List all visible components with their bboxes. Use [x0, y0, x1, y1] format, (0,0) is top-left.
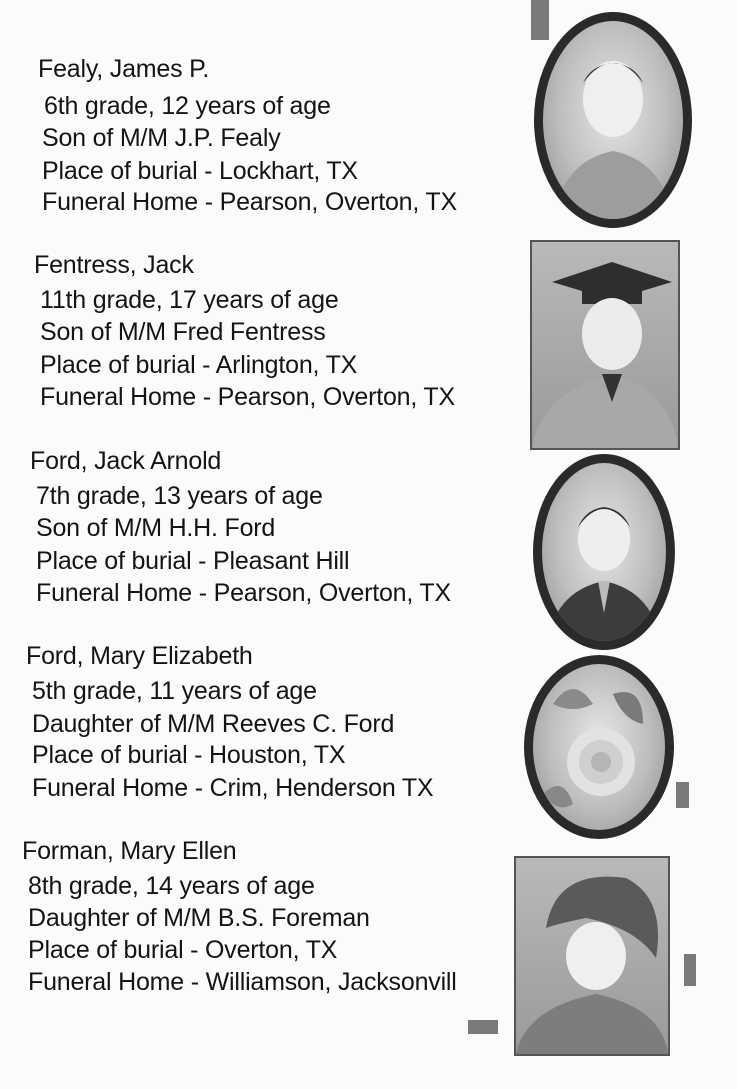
- entry-burial: Place of burial - Arlington, TX: [40, 351, 358, 379]
- entry-parents: Son of M/M Fred Fentress: [40, 318, 326, 346]
- portrait-photo: [533, 454, 675, 650]
- entry-grade-age: 11th grade, 17 years of age: [40, 286, 339, 314]
- entry-burial: Place of burial - Pleasant Hill: [36, 547, 350, 575]
- entry-burial: Place of burial - Overton, TX: [28, 936, 338, 964]
- entry-name: Ford, Jack Arnold: [30, 447, 222, 475]
- rose-image: [524, 655, 674, 839]
- entry-parents: Son of M/M J.P. Fealy: [42, 124, 281, 152]
- entry-grade-age: 5th grade, 11 years of age: [32, 677, 317, 705]
- entry-parents: Daughter of M/M B.S. Foreman: [28, 904, 370, 932]
- entry-grade-age: 7th grade, 13 years of age: [36, 482, 323, 510]
- entry-burial: Place of burial - Houston, TX: [32, 741, 346, 769]
- portrait-photo: [514, 856, 670, 1056]
- entry-parents: Son of M/M H.H. Ford: [36, 514, 276, 542]
- entry-name: Fentress, Jack: [34, 251, 194, 279]
- entry-burial: Place of burial - Lockhart, TX: [42, 157, 358, 185]
- entry-name: Ford, Mary Elizabeth: [26, 642, 253, 670]
- entry-funeral-home: Funeral Home - Crim, Henderson TX: [32, 774, 434, 802]
- entry-funeral-home: Funeral Home - Pearson, Overton, TX: [40, 383, 455, 411]
- entry-name: Fealy, James P.: [38, 55, 210, 83]
- entry-parents: Daughter of M/M Reeves C. Ford: [32, 710, 395, 738]
- portrait-photo: [534, 12, 692, 228]
- entry-funeral-home: Funeral Home - Pearson, Overton, TX: [42, 188, 457, 216]
- entry-funeral-home: Funeral Home - Pearson, Overton, TX: [36, 579, 451, 607]
- entry-funeral-home: Funeral Home - Williamson, Jacksonvill: [28, 968, 457, 996]
- entry-name: Forman, Mary Ellen: [22, 837, 237, 865]
- entry-grade-age: 8th grade, 14 years of age: [28, 872, 315, 900]
- portrait-photo: [530, 240, 680, 450]
- entry-grade-age: 6th grade, 12 years of age: [44, 92, 331, 120]
